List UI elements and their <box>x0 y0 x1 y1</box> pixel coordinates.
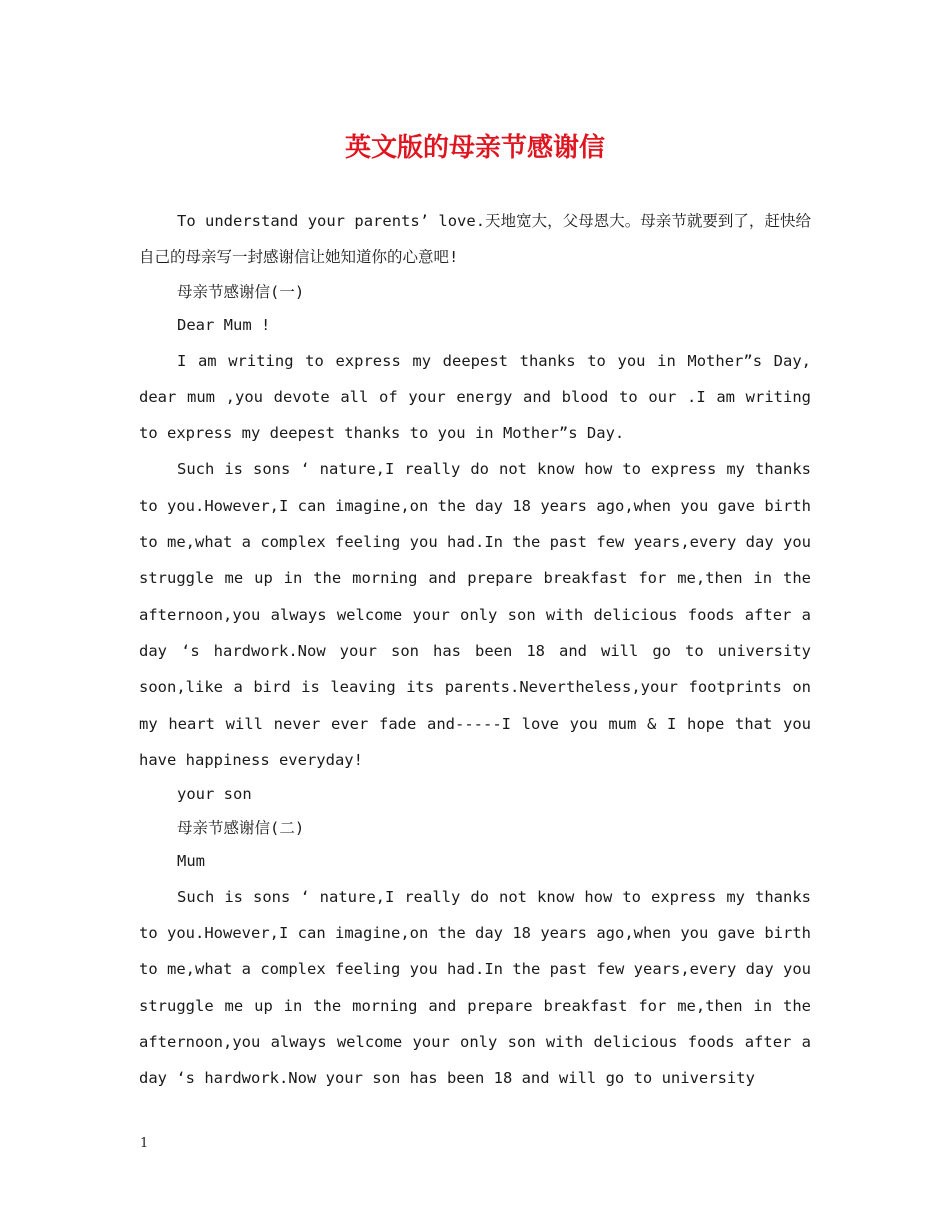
salutation-two: Mum <box>177 852 205 871</box>
section-heading-two: 母亲节感谢信(二) <box>177 818 305 837</box>
page-number: 1 <box>140 1136 149 1151</box>
signature-one: your son <box>177 785 252 804</box>
document-title: 英文版的母亲节感谢信 <box>344 133 605 163</box>
document-body <box>139 203 811 1096</box>
letter-two-paragraph-1: Such is sons ‘ nature,I really do not know how to express my thanks to you.However,I can imagine,on the day 18 years ago,when you gave birth to me,what a complex feeling you had.In the past few years,every day you struggle me up in the morning and prepare breakfast for me,then in the afternoon,you always welcome your only son with delicious foods after a day ‘s hardwork.Now your son has been 18 and will go to university <box>139 887 811 1088</box>
section-heading-one: 母亲节感谢信(一) <box>177 282 305 301</box>
intro-paragraph: To understand your parents’ love.天地宽大，父母恩大。母亲节就要到了，赶快给自己的母亲写一封感谢信让她知道你的心意吧! <box>139 212 811 267</box>
letter-one-paragraph-1: I am writing to express my deepest thanks to you in Mother”s Day, dear mum ,you devote all of your energy and blood to our .I am writing to express my deepest thanks to you in Mother”s Day. <box>139 351 811 443</box>
letter-one-paragraph-2: Such is sons ‘ nature,I really do not know how to express my thanks to you.However,I can imagine,on the day 18 years ago,when you gave birth to me,what a complex feeling you had.In the past few years,every day you struggle me up in the morning and prepare breakfast for me,then in the afternoon,you always welcome your only son with delicious foods after a day ‘s hardwork.Now your son has been 18 and will go to university soon,like a bird is leaving its parents.Nevertheless,your footprints on my heart will never ever fade and-----I love you mum & I hope that you have happiness everyday! <box>139 460 811 769</box>
salutation-one: Dear Mum ! <box>177 316 271 335</box>
